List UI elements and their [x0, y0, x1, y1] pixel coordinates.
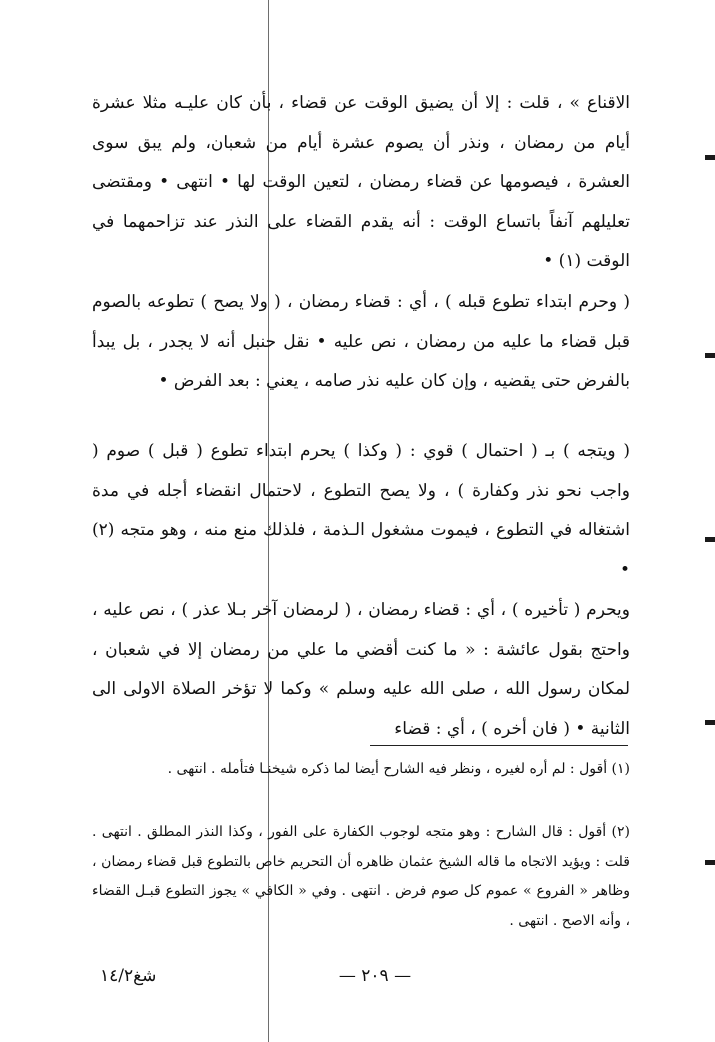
- page-number: — ٢٠٩ —: [338, 966, 412, 986]
- edge-mark: [705, 720, 715, 725]
- body-paragraph-3: ( ويتجه ) بـ ( احتمال ) قوي : ( وكذا ) يحرم ابتداء تطوع ( قبل ) صوم ( واجب نحو نذر وكفارة ) ، ولا يصح التطوع ، لاحتمال انقضاء أجله في مدة اشتغاله في التطوع ، فيموت مشغول الـذمة ، فلذلك منع منه ، وهو متجه (٢) •: [92, 441, 630, 580]
- body-paragraph-4: ويحرم ( تأخيره ) ، أي : قضاء رمضان ، ( لرمضان آخر بـلا عذر ) ، نص عليه ، واحتج بقول عائشة : « ما كنت أقضي ما علي من رمضان إلا في شعبان ، لمكان رسول الله ، صلى الله عليه وسلم » وكما لا تؤخر الصلاة الاولى الى الثانية • ( فان أخره ) ، أي : قضاء: [92, 600, 630, 739]
- body-paragraph-1: الاقناع » ، قلت : إلا أن يضيق الوقت عن قضاء ، بأن كان عليـه مثلا عشرة أيام من رمضان ، ونذر أن يصوم عشرة أيام من شعبان، ولم يبق سوى العشرة ، فيصومها عن قضاء رمضان ، لتعين الوقت لها • انتهى • ومقتضى تعليلهم آنفاً باتساع الوقت : أنه يقدم القضاء على النذر عند تزاحمهما في الوقت (١) •: [92, 93, 630, 271]
- edge-mark: [705, 155, 715, 160]
- page-signature: شغ١٤/٢: [100, 966, 157, 986]
- footnote-2: (٢) أقول : قال الشارح : وهو متجه لوجوب الكفارة على الفور ، وكذا النذر المطلق . انتهى . قلت : ويؤيد الاتجاه ما قاله الشيخ عثمان ظاهره أن التحريم خاص بالتطوع قبل قضاء رمضان ، وظاهر « الفروع » عموم كل صوم فرض . انتهى . وفي « الكافي » يجوز التطوع قبـل القضاء ، وأنه الاصح . انتهى .: [92, 824, 630, 929]
- edge-mark: [705, 537, 715, 542]
- footnote-separator: [370, 745, 628, 746]
- edge-mark: [705, 860, 715, 865]
- body-paragraph-2: ( وحرم ابتداء تطوع قبله ) ، أي : قضاء رمضان ، ( ولا يصح ) تطوعه بالصوم قبل قضاء ما عليه من رمضان ، نص عليه • نقل حنبل أنه لا يجدر ، بل يبدأ بالفرض حتى يقضيه ، وإن كان عليه نذر صامه ، يعني : بعد الفرض •: [92, 292, 630, 391]
- footnote-1: (١) أقول : لم أره لغيره ، ونظر فيه الشارح أيضا لما ذكره شيخنـا فتأمله . انتهى .: [167, 761, 630, 777]
- edge-mark: [705, 353, 715, 358]
